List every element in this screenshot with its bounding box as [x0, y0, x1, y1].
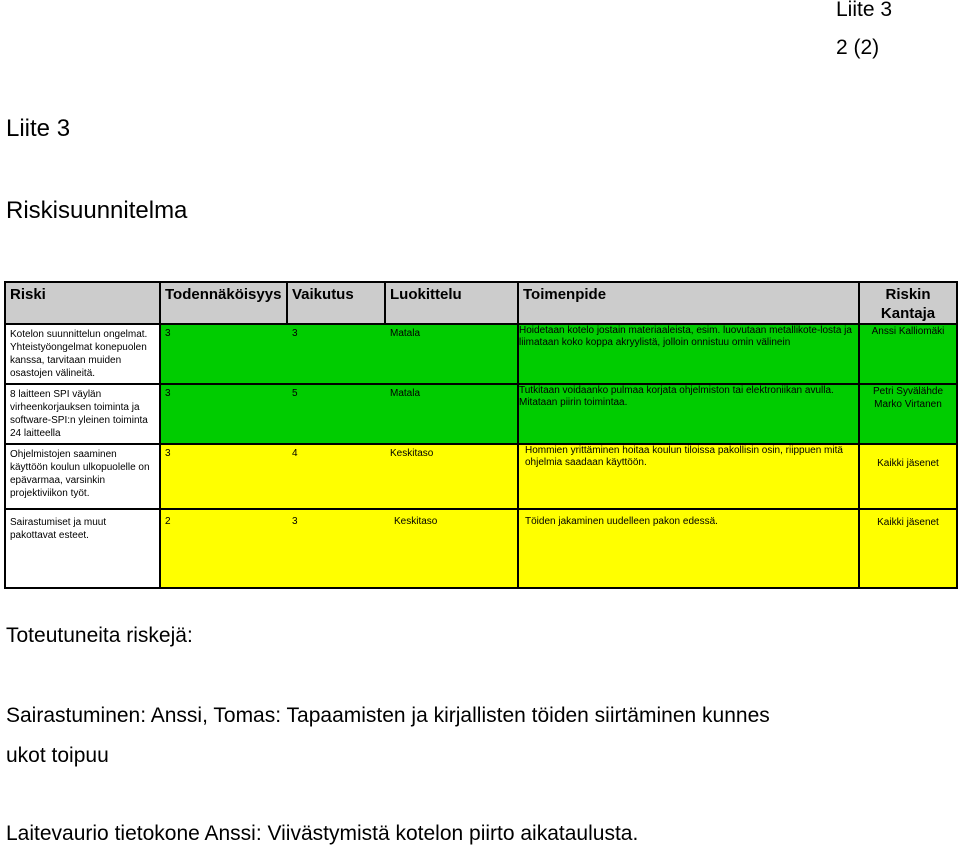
realized-illness-line2: ukot toipuu: [6, 744, 109, 767]
header-kantaja-line2: Kantaja: [880, 305, 936, 322]
cell-toimenpide: Tutkitaan voidaanko pulmaa korjata ohjelmiston tai elektroniikan avulla. Mitataan piirin toimintaa.: [518, 384, 859, 444]
cell-luokittelu: Keskitaso: [394, 516, 438, 527]
cell-vaikutus: 3: [292, 516, 298, 527]
table-header-row: [5, 282, 957, 324]
cell-riski: Ohjelmistojen saaminen käyttöön koulun ulkopuolelle on epävarmaa, varsinkin projektiviikon työt.: [5, 444, 160, 509]
cell-toimenpide: Töiden jakaminen uudelleen pakon edessä.: [518, 509, 859, 588]
header-annex: Liite 3: [836, 0, 893, 21]
cell-kantaja: Kaikki jäsenet: [859, 509, 957, 588]
cell-todennakoisyys: 2: [165, 516, 171, 527]
header-page-number: 2 (2): [836, 36, 880, 59]
cell-vaikutus: 4: [292, 448, 298, 459]
cell-vaikutus: 3: [292, 328, 298, 339]
header-luokittelu: Luokittelu: [385, 282, 518, 324]
header-kantaja-line1: Riskin: [885, 286, 931, 303]
cell-luokittelu: Keskitaso: [390, 448, 434, 459]
table-row: [5, 509, 957, 588]
table-row: [5, 384, 957, 444]
cell-todennakoisyys: 3: [165, 448, 171, 459]
realized-risks-heading: Toteutuneita riskejä:: [6, 624, 193, 647]
cell-todennakoisyys: 3: [165, 388, 171, 399]
header-toimenpide: Toimenpide: [518, 282, 859, 324]
cell-assessment: [160, 444, 518, 509]
cell-toimenpide: Hoidetaan kotelo jostain materiaaleista, esim. luovutaan metallikote-losta ja liimataan koko koppa akryylistä, jolloin onnistuu omin välinein: [518, 324, 859, 384]
header-vaikutus: Vaikutus: [287, 282, 385, 324]
cell-assessment: [160, 324, 518, 384]
realized-illness-line1: Sairastuminen: Anssi, Tomas: Tapaamisten ja kirjallisten töiden siirtäminen kunnes: [6, 704, 770, 727]
cell-todennakoisyys: 3: [165, 328, 171, 339]
risk-table: [4, 281, 958, 589]
cell-vaikutus: 5: [292, 388, 298, 399]
cell-assessment: [160, 384, 518, 444]
cell-luokittelu: Matala: [390, 328, 421, 339]
header-todennakoisyys: Todennäköisyys: [160, 282, 287, 324]
page-title: Liite 3: [6, 115, 71, 142]
cell-kantaja: Anssi Kalliomäki: [859, 324, 957, 384]
header-riski: Riski: [5, 282, 160, 324]
cell-luokittelu: Matala: [390, 388, 421, 399]
page-subtitle: Riskisuunnitelma: [6, 197, 188, 224]
cell-riski: Kotelon suunnittelun ongelmat. Yhteistyöongelmat konepuolen kanssa, tarvitaan muiden osastojen välineitä.: [5, 324, 160, 384]
cell-riski: 8 laitteen SPI väylän virheenkorjauksen toiminta ja software-SPI:n yleinen toiminta 24 laitteella: [5, 384, 160, 444]
cell-kantaja: Petri Syvälähde Marko Virtanen: [859, 384, 957, 444]
cell-kantaja: Kaikki jäsenet: [859, 444, 957, 509]
realized-device-damage: Laitevaurio tietokone Anssi: Viivästymistä kotelon piirto aikataulusta.: [6, 822, 639, 845]
table-row: [5, 444, 957, 509]
cell-assessment: [160, 509, 518, 588]
cell-riski: Sairastumiset ja muut pakottavat esteet.: [5, 509, 160, 588]
table-row: [5, 324, 957, 384]
cell-toimenpide: Hommien yrittäminen hoitaa koulun tiloissa pakollisin osin, riippuen mitä ohjelmia saadaan käyttöön.: [518, 444, 859, 509]
header-riskin-kantaja: [859, 282, 957, 324]
